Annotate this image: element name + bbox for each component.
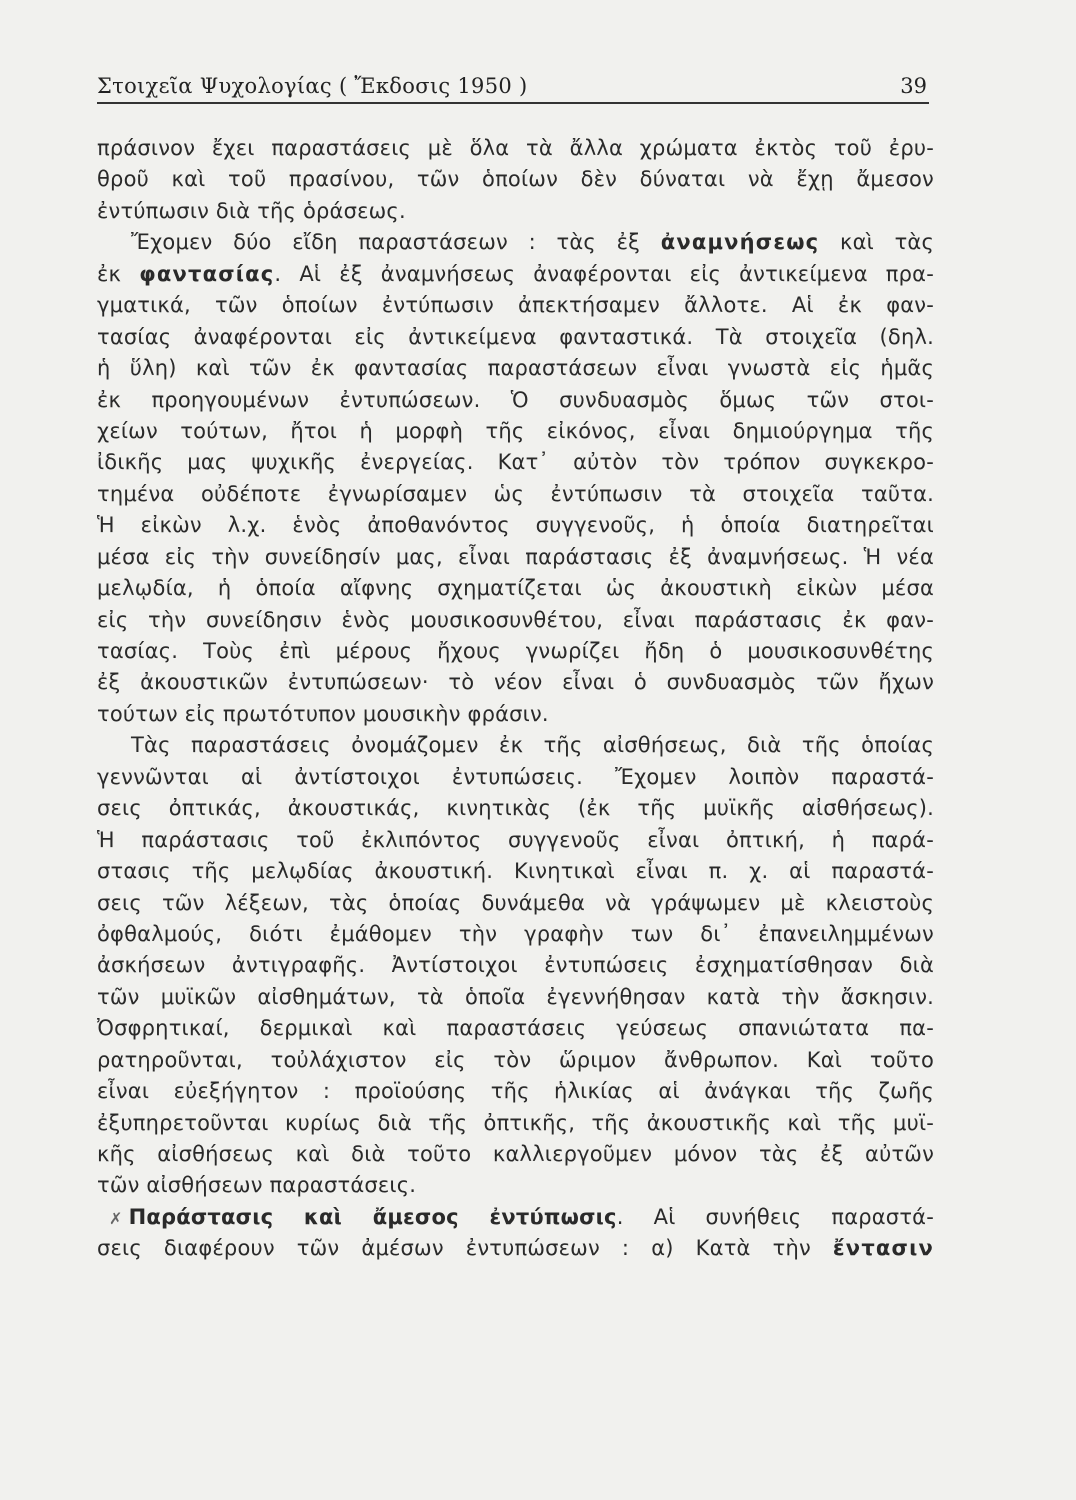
text-line: ρατηροῦνται, τοὐλάχιστον εἰς τὸν ὥριμον ἄνθρωπον. Καὶ τοῦτο — [97, 1047, 934, 1072]
text-line: τημένα οὐδέποτε ἐγνωρίσαμεν ὡς ἐντύπωσιν τὰ στοιχεῖα ταῦτα. — [97, 481, 934, 506]
page-number: 39 — [900, 74, 927, 98]
text-line: Ἔχομεν δύο εἴδη παραστάσεων : τὰς ἐξ ἀναμνήσεως καὶ τὰς — [131, 230, 934, 255]
text-line: τασίας ἀναφέρονται εἰς ἀντικείμενα φανταστικά. Τὰ στοιχεῖα (δηλ. — [97, 324, 934, 349]
text-line: κῆς αἰσθήσεως καὶ διὰ τοῦτο καλλιεργοῦμεν μόνον τὰς ἐξ αὐτῶν — [97, 1142, 934, 1166]
text-line: χείων τούτων, ἤτοι ἡ μορφὴ τῆς εἰκόνος, εἶναι δημιούργημα τῆς — [97, 418, 934, 443]
emphasis-term: φαντασίας — [139, 261, 275, 286]
text-line: μελῳδία, ἡ ὁποία αἴφνης σχηματίζεται ὡς ἀκουστικὴ εἰκὼν μέσα — [97, 576, 934, 601]
text-line: ἐξυπηρετοῦνται κυρίως διὰ τῆς ὀπτικῆς, τῆς ἀκουστικῆς καὶ τῆς μυϊ- — [97, 1110, 934, 1135]
text-line: ὀφθαλμούς, διότι ἐμάθομεν τὴν γραφὴν των δι᾽ ἐπανειλημμένων — [97, 921, 934, 946]
text-line: γεννῶνται αἱ ἀντίστοιχοι ἐντυπώσεις. Ἔχομεν λοιπὸν παραστά- — [97, 764, 934, 789]
text-line: θροῦ καὶ τοῦ πρασίνου, τῶν ὁποίων δὲν δύναται νὰ ἔχῃ ἄμεσον — [97, 167, 934, 192]
text-line: σεις διαφέρουν τῶν ἀμέσων ἐντυπώσεων : α) Κατὰ τὴν ἔντασιν — [97, 1236, 934, 1261]
text-line: τούτων εἰς πρωτότυπον μουσικὴν φράσιν. — [97, 701, 549, 726]
pencil-mark-icon: ✗ — [109, 1208, 123, 1228]
text-line: Τὰς παραστάσεις ὀνομάζομεν ἐκ τῆς αἰσθήσεως, διὰ τῆς ὁποίας — [131, 733, 934, 758]
emphasis-term: ἔντασιν — [832, 1236, 934, 1261]
text-line: τῶν μυϊκῶν αἰσθημάτων, τὰ ὁποῖα ἐγεννήθησαν κατὰ τὴν ἄσκησιν. — [97, 984, 934, 1009]
text-line: μέσα εἰς τὴν συνείδησίν μας, εἶναι παράστασις ἐξ ἀναμνήσεως. Ἡ νέα — [97, 544, 934, 569]
section-heading-line: ✗ Παράστασις καὶ ἄμεσος ἐντύπωσις. Αἱ συνήθεις παραστά- — [109, 1204, 934, 1229]
text-line: εἰς τὴν συνείδησιν ἑνὸς μουσικοσυνθέτου, εἶναι παράστασις ἐκ φαν- — [97, 607, 934, 632]
emphasis-term: ἀναμνήσεως — [660, 230, 820, 255]
text-line: Ἡ εἰκὼν λ.χ. ἑνὸς ἀποθανόντος συγγενοῦς, ἡ ὁποία διατηρεῖται — [97, 513, 934, 538]
text-line: στασις τῆς μελῳδίας ἀκουστική. Κινητικαὶ εἶναι π. χ. αἱ παραστά- — [97, 859, 934, 884]
text-line: ἐκ φαντασίας. Αἱ ἐξ ἀναμνήσεως ἀναφέρονται εἰς ἀντικείμενα πρα- — [97, 261, 934, 286]
text-line: τῶν αἰσθήσεων παραστάσεις. — [97, 1173, 417, 1198]
book-title: Στοιχεῖα Ψυχολογίας ( Ἔκδοσις 1950 ) — [97, 74, 528, 98]
text-line: τασίας. Τοὺς ἐπὶ μέρους ἤχους γνωρίζει ἤδη ὁ μουσικοσυνθέτης — [97, 639, 934, 663]
text-line: ἀσκήσεων ἀντιγραφῆς. Ἀντίστοιχοι ἐντυπώσεις ἐσχηματίσθησαν διὰ — [97, 953, 934, 978]
text-line: ἐκ προηγουμένων ἐντυπώσεων. Ὁ συνδυασμὸς ὅμως τῶν στοι- — [97, 387, 934, 412]
text-line: Ἡ παράστασις τοῦ ἐκλιπόντος συγγενοῦς εἶναι ὀπτική, ἡ παρά- — [97, 827, 934, 852]
text-line: Ὀσφρητικαί, δερμικαὶ καὶ παραστάσεις γεύσεως σπανιώτατα πα- — [97, 1016, 934, 1041]
text-line: ἰδικῆς μας ψυχικῆς ἐνεργείας. Κατ᾽ αὐτὸν τὸν τρόπον συγκεκρο- — [97, 450, 934, 475]
body-text — [97, 133, 934, 1265]
text-line: ἐξ ἀκουστικῶν ἐντυπώσεων· τὸ νέον εἶναι ὁ συνδυασμὸς τῶν ἤχων — [97, 670, 934, 695]
text-line: ἐντύπωσιν διὰ τῆς ὁράσεως. — [97, 198, 406, 223]
section-heading: Παράστασις καὶ ἄμεσος ἐντύπωσις — [128, 1204, 617, 1229]
text-line: σεις τῶν λέξεων, τὰς ὁποίας δυνάμεθα νὰ γράψωμεν μὲ κλειστοὺς — [97, 890, 934, 915]
running-header — [97, 72, 929, 104]
text-line: ἡ ὕλη) καὶ τῶν ἐκ φαντασίας παραστάσεων εἶναι γνωστὰ εἰς ἡμᾶς — [97, 356, 934, 381]
text-line: γματικά, τῶν ὁποίων ἐντύπωσιν ἀπεκτήσαμεν ἄλλοτε. Αἱ ἐκ φαν- — [97, 293, 934, 318]
text-line: σεις ὀπτικάς, ἀκουστικάς, κινητικὰς (ἐκ τῆς μυϊκῆς αἰσθήσεως). — [97, 796, 934, 821]
text-line: πράσινον ἔχει παραστάσεις μὲ ὅλα τὰ ἄλλα χρώματα ἐκτὸς τοῦ ἐρυ- — [97, 136, 934, 160]
text-line: εἶναι εὐεξήγητον : προϊούσης τῆς ἡλικίας αἱ ἀνάγκαι τῆς ζωῆς — [97, 1079, 934, 1104]
